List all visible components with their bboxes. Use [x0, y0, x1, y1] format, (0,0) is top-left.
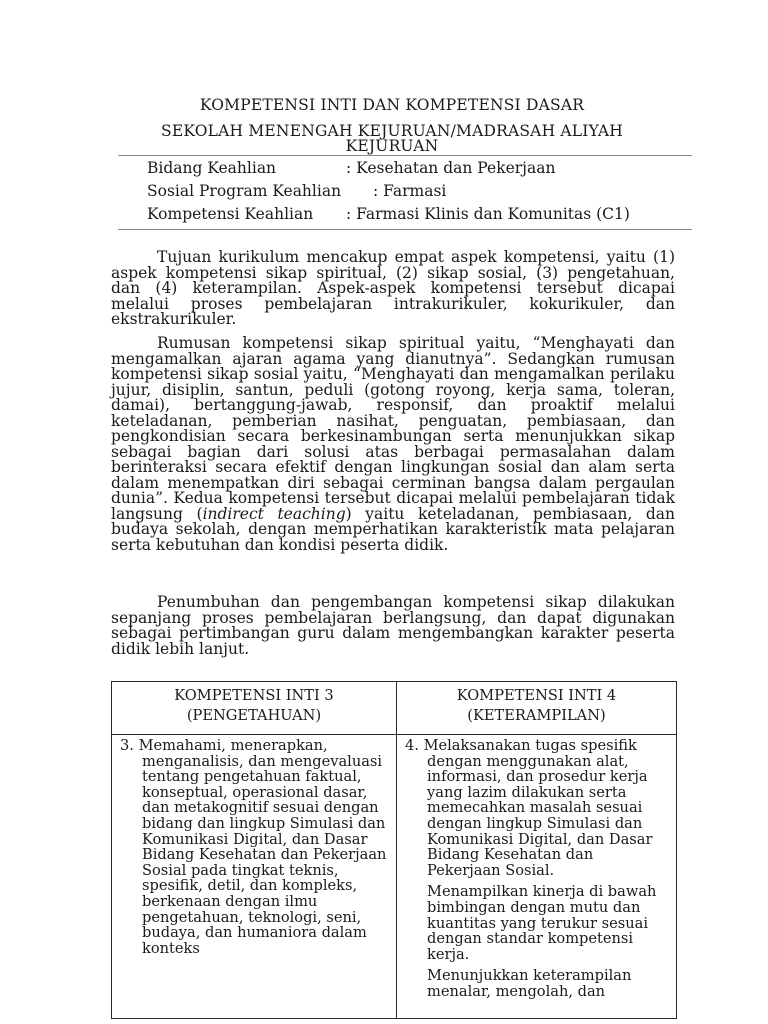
meta-label: Bidang Keahlian [147, 159, 277, 177]
ki4-item-paragraph: Menunjukkan keterampilan menalar, mengolah, dan [427, 967, 632, 1000]
meta-value: : Farmasi Klinis dan Komunitas (C1) [346, 205, 630, 223]
header-title: KOMPETENSI INTI 3 [174, 687, 334, 704]
ki3-item: 3. Memahami, menerapkan, menganalisis, dan mengevaluasi tentang pengetahuan faktual, konseptual, operasional dasar, dan metakognitif sesuai dengan bidang dan lingkup Simulasi dan Komunikasi Digital, dan Dasar Bidang Kesehatan dan Pekerjaan Sosial pada tingkat teknis, spesifik, detil, dan kompleks, berkenaan dengan ilmu pengetahuan, teknologi, seni, budaya, dan humaniora dalam konteks [120, 737, 387, 957]
paragraph-text: ) yaitu keteladanan, pembiasaan, dan budaya sekolah, dengan memperhatikan karakteristik mata pelajaran serta kebutuhan dan kondisi peserta didik. [111, 504, 675, 554]
paragraph-penumbuhan: Penumbuhan dan pengembangan kompetensi sikap dilakukan sepanjang proses pembelajaran berlangsung, dan dapat digunakan sebagai pertimbangan guru dalam mengembangkan karakter peserta didik lebih lanjut. [111, 593, 675, 658]
italic-term: indirect teaching [202, 504, 346, 523]
header-subtitle: (KETERAMPILAN) [467, 707, 606, 724]
document-subtitle-continued: KEJURUAN [345, 137, 439, 155]
header-ki4 [397, 682, 677, 735]
header-title: KOMPETENSI INTI 4 [456, 687, 617, 704]
header-subtitle: (PENGETAHUAN) [186, 707, 322, 724]
meta-value: : Farmasi [373, 182, 447, 200]
meta-value: : Kesehatan dan Pekerjaan [346, 159, 556, 177]
cell-ki3 [112, 735, 397, 1019]
kompetensi-table [111, 681, 677, 1019]
paragraph-text: Rumusan kompetensi sikap spiritual yaitu, “Menghayati dan mengamalkan ajaran agama yang dianutnya”. Sedangkan rumusan kompetensi sikap sosial yaitu, “Menghayati dan mengamalkan perilaku jujur, disiplin, santun, peduli (gotong royong, kerja sama, toleran, damai), bertanggung-jawab, responsif, dan proaktif melalui keteladanan, pemberian nasihat, penguatan, pembiasaan, dan pengkondisian secara berkesinambungan serta menunjukkan sikap sebagai bagian dari solusi atas berbagai permasalahan dalam berinteraksi secara efektif dengan lingkungan sosial dan alam serta dalam menempatkan diri sebagai cerminan bangsa dalam pergaulan dunia”. Kedua kompetensi tersebut dicapai melalui pembelajaran tidak langsung ( [111, 334, 675, 523]
paragraph-tujuan-kurikulum: Tujuan kurikulum mencakup empat aspek kompetensi, yaitu (1) aspek kompetensi sikap spiritual, (2) sikap sosial, (3) pengetahuan, dan (4) keterampilan. Aspek-aspek kompetensi tersebut dicapai melalui proses pembelajaran intrakurikuler, kokurikuler, dan ekstrakurikuler. [111, 248, 675, 328]
document-subtitle: SEKOLAH MENENGAH KEJURUAN/MADRASAH ALIYAH [161, 122, 623, 140]
meta-program-keahlian [147, 182, 447, 201]
meta-kompetensi-keahlian [147, 205, 630, 224]
header-ki3 [112, 682, 397, 735]
paragraph-rumusan-kompetensi [111, 336, 675, 553]
table-header-row [112, 682, 677, 735]
meta-label: Kompetensi Keahlian [147, 205, 314, 223]
document-title: KOMPETENSI INTI DAN KOMPETENSI DASAR [199, 96, 585, 114]
meta-label: Sosial Program Keahlian [147, 182, 342, 200]
ki4-item: 4. Melaksanakan tugas spesifik dengan menggunakan alat, informasi, dan prosedur kerja yang lazim dilakukan serta memecahkan masalah sesuai dengan lingkup Simulasi dan Komunikasi Digital, dan Dasar Bidang Kesehatan dan Pekerjaan Sosial. [405, 737, 653, 879]
cell-ki4 [397, 735, 677, 1019]
table-row [112, 735, 677, 1019]
meta-bidang-keahlian [147, 159, 556, 178]
ki4-item-paragraph: Menampilkan kinerja di bawah bimbingan dengan mutu dan kuantitas yang terukur sesuai dengan standar kompetensi kerja. [427, 883, 657, 963]
bottom-divider [118, 229, 692, 230]
top-divider [118, 155, 692, 156]
